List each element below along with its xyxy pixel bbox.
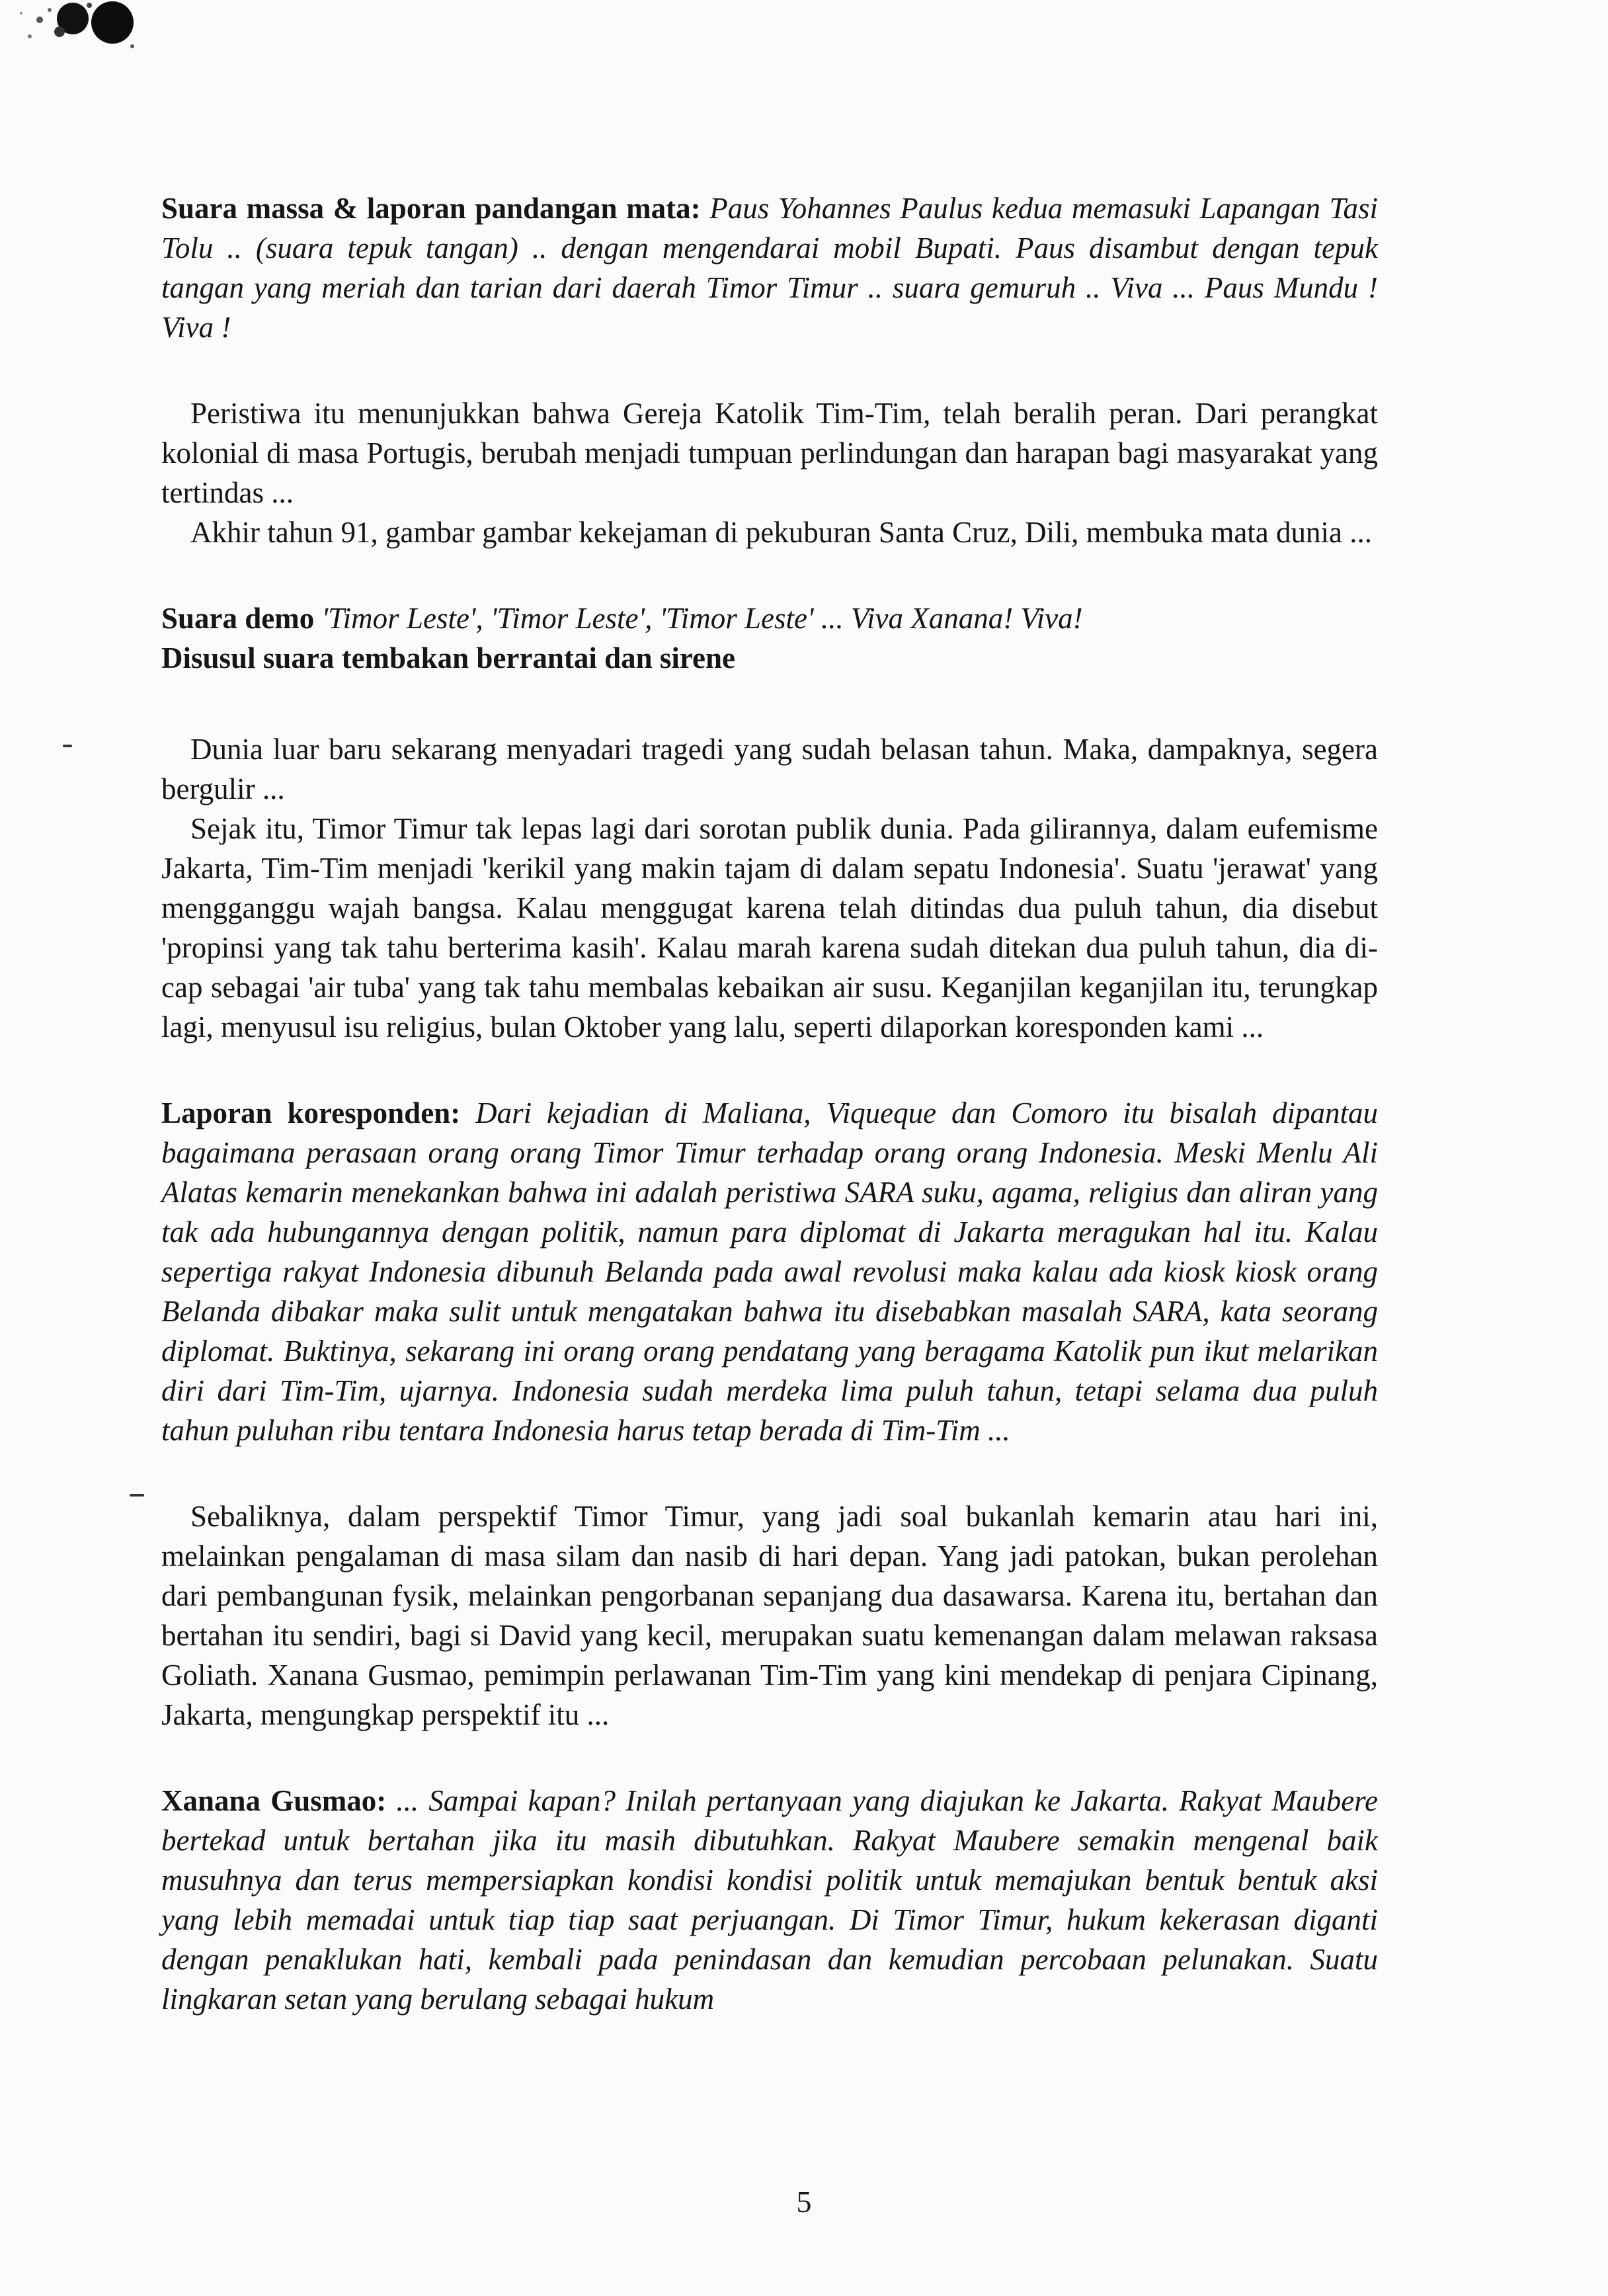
speaker-label: Suara demo xyxy=(161,602,315,635)
quote-text: Dari kejadian di Maliana, Viqueque dan Comoro itu bisalah dipantau bagaimana perasaan orang orang Timor Timur terhadap orang orang Indonesia. Meski Menlu Ali Alatas kemarin menekankan bahwa ini adalah peristiwa SARA suku, agama, religius dan aliran yang tak ada hubungannya dengan politik, namun para diplomat di Jakarta meragukan hal itu. Kalau sepertiga rakyat Indonesia dibunuh Belanda pada awal revolusi maka kalau ada kiosk kiosk orang Belanda dibakar maka sulit untuk mengatakan bahwa itu disebabkan masalah SARA, kata seorang diplomat. Buktinya, sekarang ini orang orang pendatang yang beragama Katolik pun ikut melarikan diri dari Tim-Tim, ujarnya. Indonesia sudah merdeka lima puluh tahun, tetapi selama dua puluh tahun puluhan ribu tentara Indonesia harus tetap berada di Tim-Tim ... xyxy=(161,1096,1379,1447)
paragraph-correspondent xyxy=(161,1093,1378,1450)
sound-description: Disusul suara tembakan berrantai dan sirene xyxy=(161,641,736,675)
speaker-label: Laporan koresponden: xyxy=(161,1096,461,1129)
page-number: 5 xyxy=(796,2185,812,2219)
speaker-label: Xanana Gusmao: xyxy=(161,1784,387,1817)
quote-text: 'Timor Leste', 'Timor Leste', 'Timor Leste' ... Viva Xanana! Viva! xyxy=(314,602,1083,635)
document-body xyxy=(161,188,1378,2019)
stray-mark xyxy=(63,745,72,747)
paragraph-perspective: Sebaliknya, dalam perspektif Timor Timur, yang jadi soal bukanlah kemarin atau hari ini, melainkan pengalaman di masa silam dan nasib di hari depan. Yang jadi patokan, bukan perolehan dari pembangunan fysik, melainkan pengorbanan sepanjang dua dasawarsa. Karena itu, bertahan dan bertahan itu sendiri, bagi si David yang kecil, merupakan suatu kemenangan dalam melawan raksasa Goliath. Xanana Gusmao, pemimpin perlawanan Tim-Tim yang kini mendekap di penjara Cipinang, Jakarta, mengungkap perspektif itu ... xyxy=(161,1500,1378,1731)
paragraph-church-role: Peristiwa itu menunjukkan bahwa Gereja Katolik Tim-Tim, telah beralih peran. Dari perangkat kolonial di masa Portugis, berubah menjadi tumpuan perlindungan dan harapan bagi masyarakat yang tertindas ... Akhir tahun 91, gambar gambar kekejaman di pekuburan Santa Cruz, Dili, membuka mata dunia ... xyxy=(161,397,1378,549)
ink-blot-mark xyxy=(13,0,139,60)
paragraph-demo xyxy=(161,598,1378,678)
quote-text: ... Sampai kapan? Inilah pertanyaan yang diajukan ke Jakarta. Rakyat Maubere bertekad untuk bertahan jika itu masih dibutuhkan. Rakyat Maubere semakin mengenal baik musuhnya dan terus mempersiapkan kondisi kondisi politik untuk memajukan bentuk bentuk aksi yang lebih memadai untuk tiap tiap saat perjuangan. Di Timor Timur, hukum kekerasan diganti dengan penaklukan hati, kembali pada penindasan dan kemudian percobaan pelunakan. Suatu lingkaran setan yang berulang sebagai hukum xyxy=(161,1784,1378,2016)
paragraph-mass-voice xyxy=(161,188,1378,347)
paragraph-xanana xyxy=(161,1781,1378,2019)
speaker-label: Suara massa & laporan pandangan mata: xyxy=(161,192,701,225)
stray-mark xyxy=(130,1494,144,1496)
paragraph-world-awareness: Dunia luar baru sekarang menyadari tragedi yang sudah belasan tahun. Maka, dampaknya, segera bergulir ... Sejak itu, Timor Timur tak lepas lagi dari sorotan publik dunia. Pada gilirannya, dalam eufemisme Jakarta, Tim-Tim menjadi 'kerikil yang makin tajam di dalam sepatu Indonesia'. Suatu 'jerawat' yang mengganggu wajah bangsa. Kalau menggugat karena telah ditindas dua puluh tahun, dia disebut 'propinsi yang tak tahu berterima kasih'. Kalau marah karena sudah ditekan dua puluh tahun, dia di-cap sebagai 'air tuba' yang tak tahu membalas kebaikan air susu. Keganjilan keganjilan itu, terungkap lagi, menyusul isu religius, bulan Oktober yang lalu, seperti dilaporkan koresponden kami ... xyxy=(161,733,1378,1044)
quote-text: Paus Yohannes Paulus kedua memasuki Lapangan Tasi Tolu .. (suara tepuk tangan) .. dengan mengendarai mobil Bupati. Paus disambut dengan tepuk tangan yang meriah dan tarian dari daerah Timor Timur .. suara gemuruh .. Viva ... Paus Mundu ! Viva ! xyxy=(161,192,1378,344)
